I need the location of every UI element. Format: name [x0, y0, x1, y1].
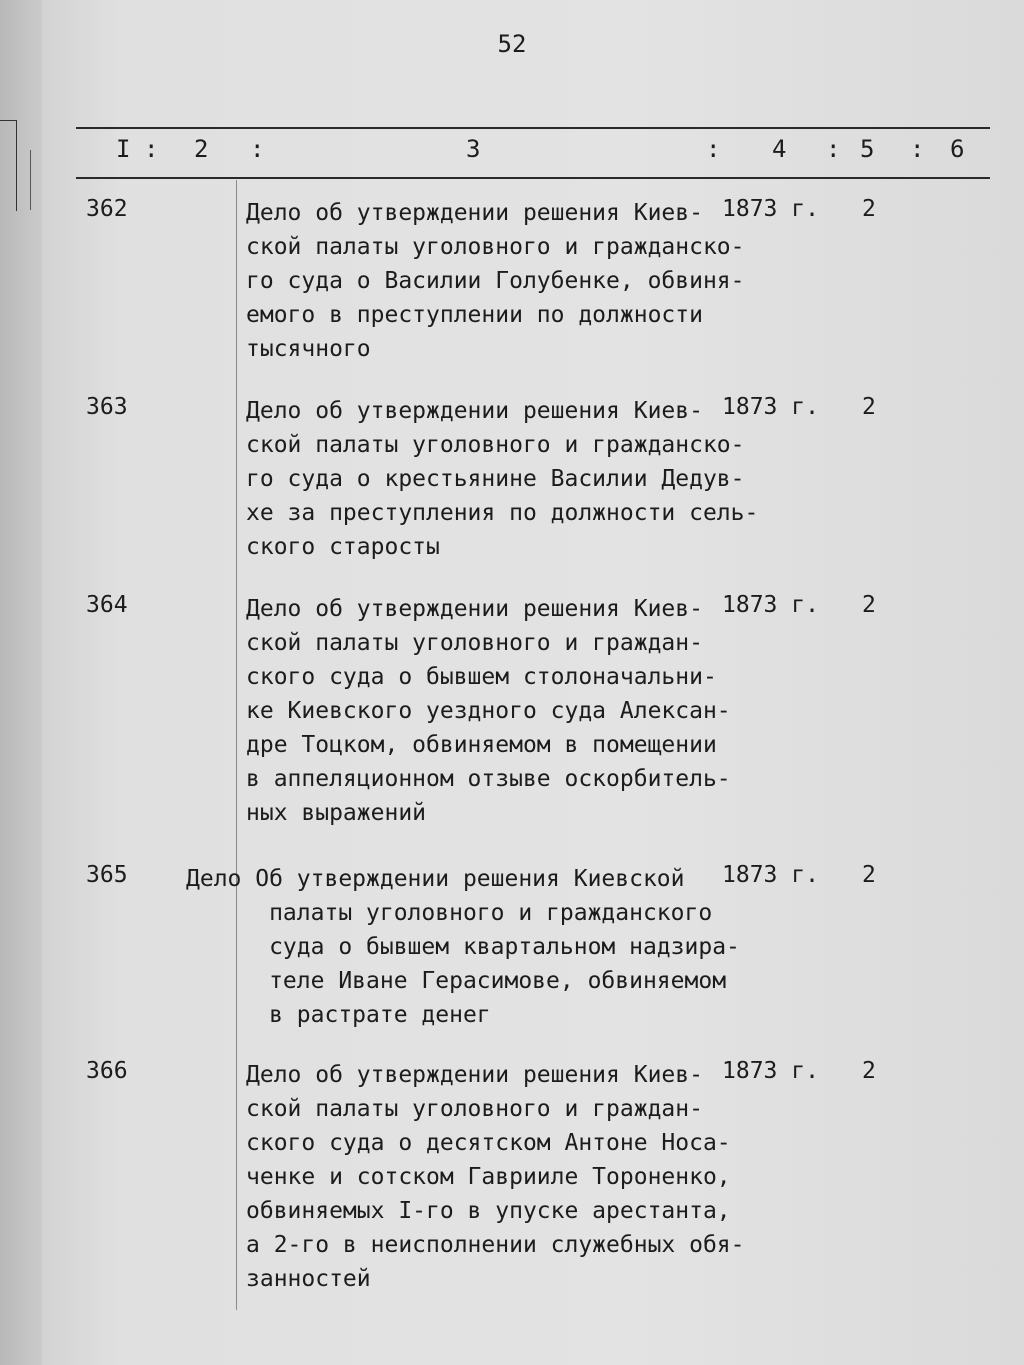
- column-header-6: 6: [950, 135, 965, 163]
- entry-year: 1873 г.: [722, 394, 819, 420]
- entry-number: 362: [86, 196, 128, 222]
- column-separator: :: [250, 135, 265, 163]
- header-rule-bottom: [76, 177, 990, 179]
- entry-sheet-count: 2: [862, 196, 876, 222]
- entry-sheet-count: 2: [862, 1058, 876, 1084]
- column-separator: :: [144, 135, 159, 163]
- entry-description: Дело об утверждении решения Киев- ской палаты уголовного и гражданско- го суда о крестьянине Василии Дедув- хе за преступления по должности сель- ского старосты: [246, 398, 759, 560]
- column-divider: [236, 180, 237, 1310]
- entry-description: Дело об утверждении решения Киев- ской палаты уголовного и граждан- ского суда о бывшем столоначальни- ке Киевского уездного суда Алексан- дре Тоцком, обвиняемом в помещении в аппеляционном отзыве оскорбитель- ных выражений: [246, 596, 731, 826]
- column-header-5: 5: [860, 135, 875, 163]
- entry-description: Дело Об утверждении решения Киевской палаты уголовного и гражданского суда о бывшем квартальном надзира- теле Иване Герасимове, обвиняемом в растрате денег: [186, 866, 740, 1028]
- entry-year: 1873 г.: [722, 592, 819, 618]
- adjacent-page-table-line: [0, 120, 17, 211]
- entry-description: Дело об утверждении решения Киев- ской палаты уголовного и граждан- ского суда о десятском Антоне Носа- ченке и сотском Гаврииле Тороненко, обвиняемых I-го в упуске арестанта, а 2-го в неисполнении служебных обя- занностей: [246, 1062, 745, 1292]
- entry-sheet-count: 2: [862, 394, 876, 420]
- column-header-3: 3: [466, 135, 481, 163]
- entry-year: 1873 г.: [722, 1058, 819, 1084]
- entry-number: 364: [86, 592, 128, 618]
- entry-sheet-count: 2: [862, 862, 876, 888]
- column-header-2: 2: [194, 135, 209, 163]
- entry-number: 366: [86, 1058, 128, 1084]
- adjacent-page-table-line: [30, 150, 41, 210]
- column-header-1: I: [116, 135, 131, 163]
- entry-sheet-count: 2: [862, 592, 876, 618]
- column-separator: :: [706, 135, 721, 163]
- adjacent-page-edge: [0, 0, 43, 1365]
- entry-number: 365: [86, 862, 128, 888]
- entry-description: Дело об утверждении решения Киев- ской палаты уголовного и гражданско- го суда о Василии Голубенке, обвиня- емого в преступлении по должности тысячного: [246, 200, 745, 362]
- column-separator: :: [910, 135, 925, 163]
- entry-year: 1873 г.: [722, 862, 819, 888]
- entry-number: 363: [86, 394, 128, 420]
- entry-year: 1873 г.: [722, 196, 819, 222]
- column-header-4: 4: [772, 135, 787, 163]
- page-number: 52: [497, 30, 527, 58]
- column-separator: :: [826, 135, 841, 163]
- header-rule-top: [76, 127, 990, 129]
